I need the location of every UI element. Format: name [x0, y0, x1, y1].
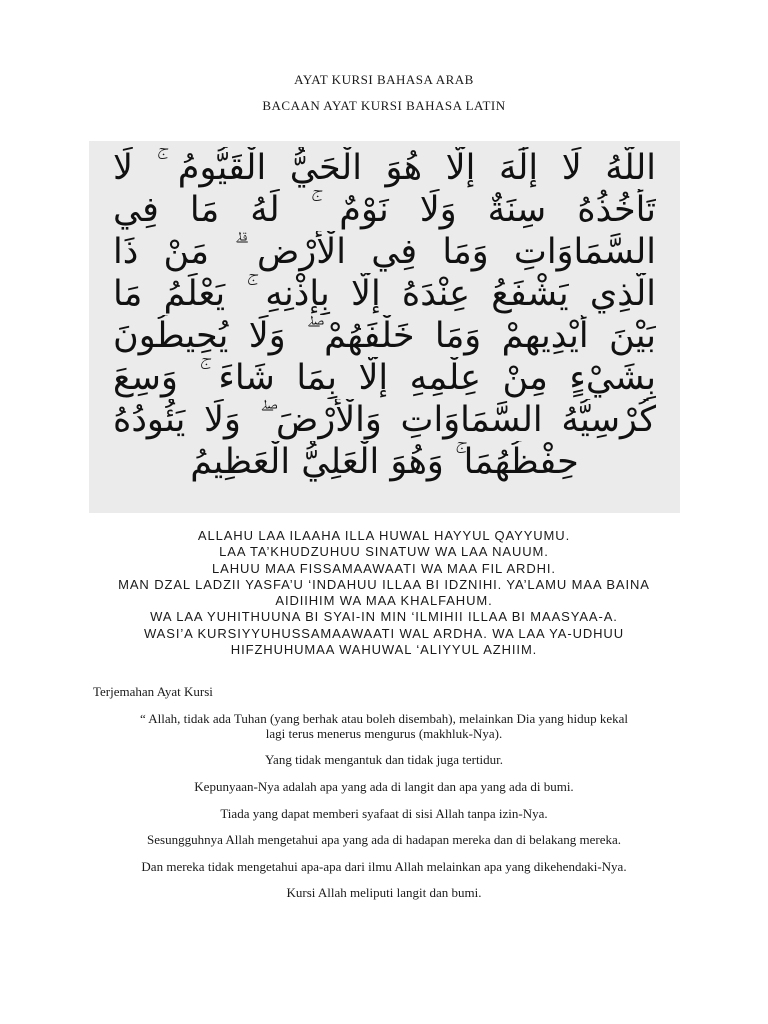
arabic-line-6: بِشَيْءٍ مِنْ عِلْمِهِ إِلَّا بِمَا شَاءَ ۚ وَسِعَ	[113, 358, 656, 398]
latin-line-1: ALLAHU LAA ILAAHA ILLA HUWAL HAYYUL QAYYUMU.	[197, 528, 571, 543]
latin-line-2: LAA TA’KHUDZUHUU SINATUW WA LAA NAUUM.	[219, 544, 549, 560]
translation-paragraph-1	[80, 711, 688, 741]
latin-line-4: MAN DZAL LADZII YASFA’U ‘INDAHUU ILLAA BI IDZNIHI. YA’LAMU MAA BAINA	[118, 576, 650, 592]
translation-paragraph-1-line-2: lagi terus menerus mengurus (makhluk-Nya).	[265, 726, 503, 741]
latin-line-6: WA LAA YUHITHUUNA BI SYAI-IN MIN ‘ILMIHII ILLAA BI MAASYAA-A.	[150, 609, 618, 625]
arabic-line-4: الَّذِي يَشْفَعُ عِنْدَهُ إِلَّا بِإِذْنِهِ ۚ يَعْلَمُ مَا	[113, 274, 656, 314]
arabic-line-2: تَأْخُذُهُ سِنَةٌ وَلَا نَوْمٌ ۚ لَهُ مَا فِي	[113, 190, 656, 230]
arabic-line-8: حِفْظُهُمَا ۚ وَهُوَ الْعَلِيُّ الْعَظِيمُ	[190, 442, 579, 482]
arabic-line-3: السَّمَاوَاتِ وَمَا فِي الْأَرْضِ ۗ مَنْ ذَا	[113, 232, 656, 272]
translation-paragraph-6: Dan mereka tidak mengetahui apa-apa dari ilmu Allah melainkan apa yang dikehendaki-Nya.	[141, 859, 627, 874]
latin-transliteration	[80, 528, 688, 658]
latin-line-8: HIFZHUHUMAA WAHUWAL ‘ALIYYUL AZHIIM.	[230, 642, 538, 658]
translation-paragraph-7: Kursi Allah meliputi langit dan bumi.	[286, 885, 482, 900]
title-arabic-heading: AYAT KURSI BAHASA ARAB	[294, 72, 474, 87]
title-latin-heading: BACAAN AYAT KURSI BAHASA LATIN	[262, 98, 506, 113]
arabic-text-box	[89, 141, 680, 513]
arabic-line-5: بَيْنَ أَيْدِيهِمْ وَمَا خَلْفَهُمْ ۖ وَلَا يُحِيطُونَ	[113, 316, 656, 356]
translation-paragraph-2: Yang tidak mengantuk dan tidak juga tertidur.	[264, 752, 504, 767]
latin-line-5: AIDIIHIM WA MAA KHALFAHUM.	[275, 593, 493, 609]
translation-paragraph-4: Tiada yang dapat memberi syafaat di sisi Allah tanpa izin-Nya.	[220, 806, 548, 821]
translation-paragraph-5: Sesungguhnya Allah mengetahui apa yang ada di hadapan mereka dan di belakang mereka.	[147, 832, 621, 847]
translation-paragraph-3: Kepunyaan-Nya adalah apa yang ada di langit dan apa yang ada di bumi.	[194, 779, 574, 794]
arabic-line-1: اللَّهُ لَا إِلَٰهَ إِلَّا هُوَ الْحَيُّ الْقَيُّومُ ۚ لَا	[113, 148, 656, 188]
translation-paragraph-1-line-1: “ Allah, tidak ada Tuhan (yang berhak atau boleh disembah), melainkan Dia yang hidup kekal	[139, 711, 629, 726]
latin-line-3: LAHUU MAA FISSAMAAWAATI WA MAA FIL ARDHI.	[212, 560, 556, 576]
translation-heading: Terjemahan Ayat Kursi	[93, 684, 213, 699]
latin-line-7: WASI’A KURSIYYUHUSSAMAAWAATI WAL ARDHA. WA LAA YA-UDHUU	[143, 625, 625, 641]
arabic-line-7: كُرْسِيُّهُ السَّمَاوَاتِ وَالْأَرْضَ ۖ وَلَا يَئُودُهُ	[113, 400, 656, 440]
